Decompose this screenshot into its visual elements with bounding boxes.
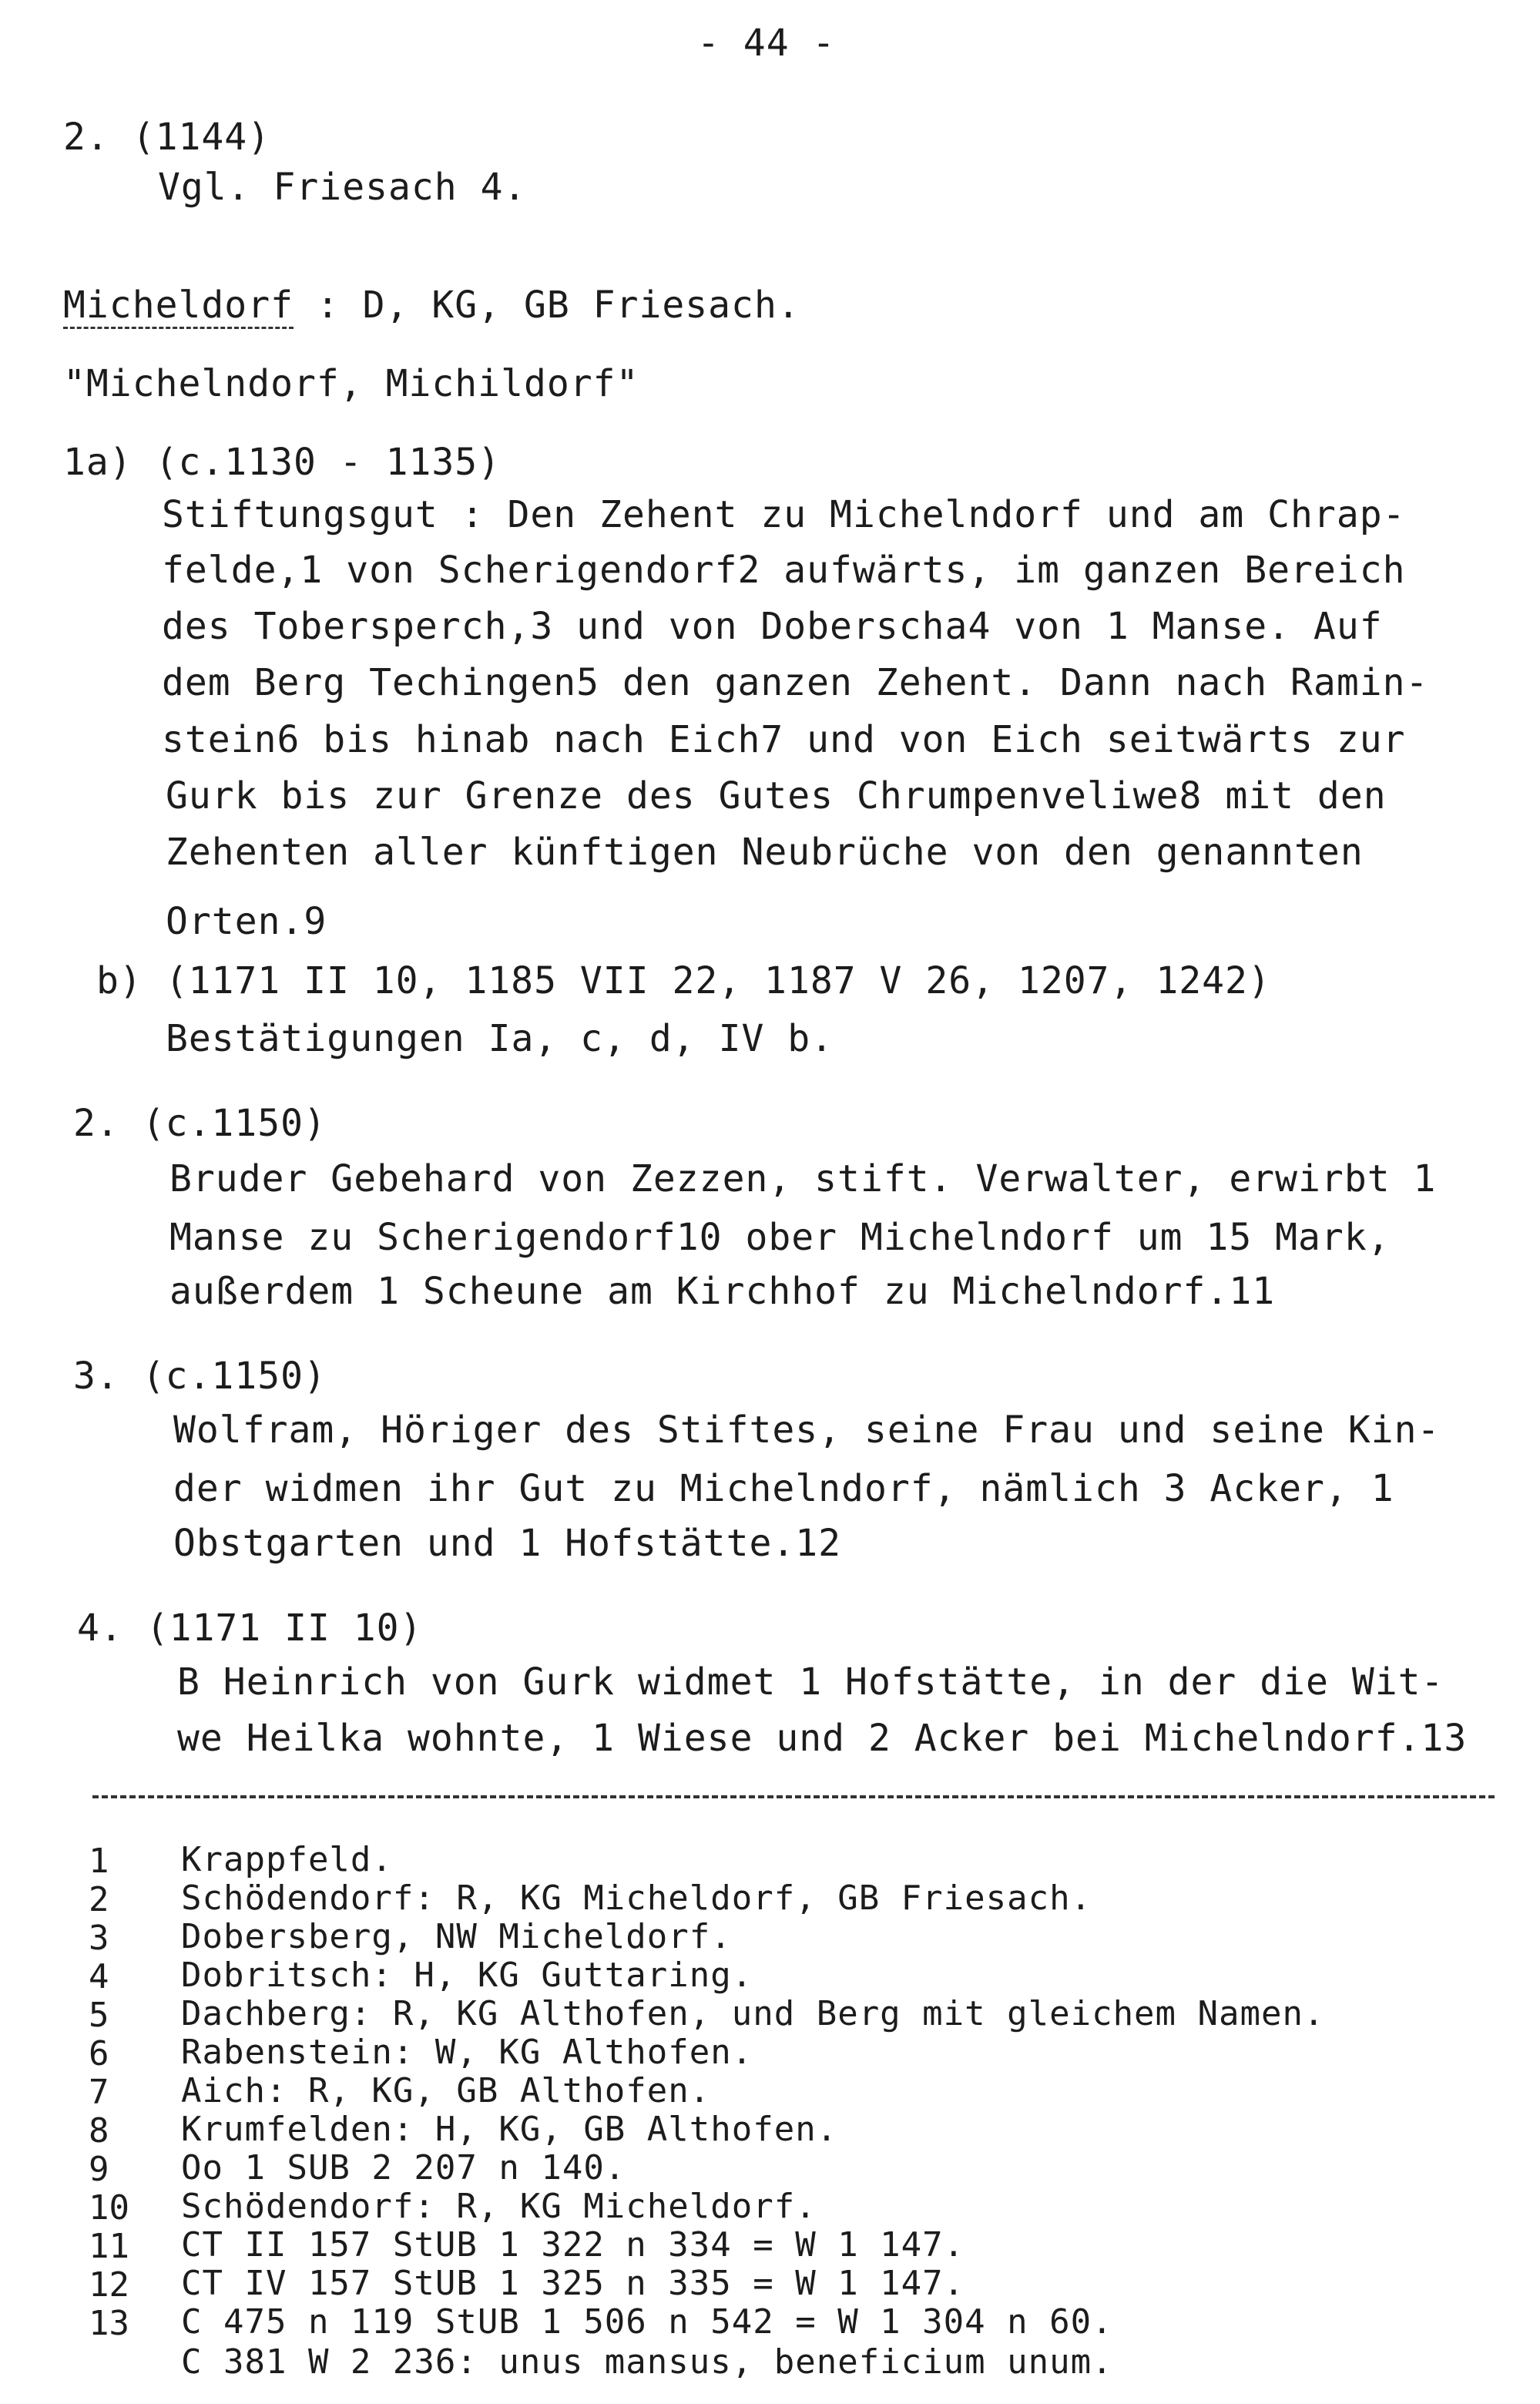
footnote-number: 1	[89, 1842, 109, 1881]
footnote-text: Dobersberg, NW Micheldorf.	[181, 1917, 732, 1956]
place-name: Micheldorf	[63, 284, 294, 329]
footnote-number: 6	[89, 2034, 109, 2073]
entry-1b-text: Bestätigungen Ia, c, d, IV b.	[166, 1017, 834, 1060]
footnote-text: Oo 1 SUB 2 207 n 140.	[181, 2148, 626, 2187]
footnote-number: 13	[89, 2304, 129, 2343]
footnote-continuation: C 381 W 2 236: unus mansus, beneficium unum.	[181, 2342, 1113, 2382]
footnote-number: 10	[89, 2188, 129, 2228]
entry-4-line: B Heinrich von Gurk widmet 1 Hofstätte, in der die Wit-	[177, 1660, 1444, 1704]
footnote-separator	[92, 1795, 1495, 1798]
entry-3-heading: 3. (c.1150)	[73, 1355, 327, 1398]
entry-2b-heading: 2. (c.1150)	[73, 1102, 327, 1145]
entry-2b-line: außerdem 1 Scheune am Kirchhof zu Michelndorf.11	[169, 1270, 1276, 1313]
footnote-number: 5	[89, 1996, 109, 2035]
entry-2-heading: 2. (1144)	[63, 116, 271, 159]
place-variants: "Michelndorf, Michildorf"	[63, 362, 639, 405]
entry-2-text: Vgl. Friesach 4.	[158, 166, 527, 209]
entry-1a-line: felde,1 von Scherigendorf2 aufwärts, im ganzen Bereich	[162, 549, 1406, 592]
footnote-text: Schödendorf: R, KG Micheldorf.	[181, 2187, 817, 2226]
entry-1a-line: Zehenten aller künftigen Neubrüche von den genannten	[166, 831, 1364, 874]
entry-3-line: der widmen ihr Gut zu Michelndorf, nämlich 3 Acker, 1	[173, 1467, 1394, 1510]
footnote-text: Rabenstein: W, KG Althofen.	[181, 2033, 753, 2072]
entry-1a-heading: 1a) (c.1130 - 1135)	[63, 441, 502, 484]
footnote-text: Krappfeld.	[181, 1840, 393, 1879]
footnote-text: CT IV 157 StUB 1 325 n 335 = W 1 147.	[181, 2264, 965, 2303]
footnote-text: Dachberg: R, KG Althofen, und Berg mit gleichem Namen.	[181, 1994, 1325, 2033]
footnote-text: Dobritsch: H, KG Guttaring.	[181, 1956, 753, 1995]
entry-1a-line: stein6 bis hinab nach Eich7 und von Eich seitwärts zur	[162, 718, 1406, 761]
footnote-text: Krumfelden: H, KG, GB Althofen.	[181, 2110, 838, 2149]
entry-3-line: Wolfram, Höriger des Stiftes, seine Frau und seine Kin-	[173, 1408, 1441, 1452]
entry-1a-line: des Tobersperch,3 und von Doberscha4 von 1 Manse. Auf	[162, 605, 1383, 648]
footnote-text: Schödendorf: R, KG Micheldorf, GB Friesach.	[181, 1879, 1092, 1918]
entry-3-line: Obstgarten und 1 Hofstätte.12	[173, 1522, 842, 1565]
entry-1a-line: Gurk bis zur Grenze des Gutes Chrumpenveliwe8 mit den	[166, 774, 1387, 818]
footnote-number: 2	[89, 1880, 109, 1919]
footnote-number: 11	[89, 2227, 129, 2266]
entry-1a-line: dem Berg Techingen5 den ganzen Zehent. Dann nach Ramin-	[162, 661, 1429, 704]
footnote-number: 4	[89, 1957, 109, 1996]
footnote-number: 3	[89, 1919, 109, 1958]
footnote-text: Aich: R, KG, GB Althofen.	[181, 2071, 711, 2110]
footnote-number: 7	[89, 2073, 109, 2112]
entry-1a-line: Orten.9	[166, 900, 327, 943]
footnote-text: CT II 157 StUB 1 322 n 334 = W 1 147.	[181, 2225, 965, 2265]
entry-1a-line: Stiftungsgut : Den Zehent zu Michelndorf und am Chrap-	[162, 493, 1406, 536]
entry-2b-line: Bruder Gebehard von Zezzen, stift. Verwalter, erwirbt 1	[169, 1157, 1437, 1200]
footnote-number: 9	[89, 2150, 109, 2189]
footnote-text: C 475 n 119 StUB 1 506 n 542 = W 1 304 n 60.	[181, 2302, 1113, 2342]
footnote-number: 8	[89, 2111, 109, 2151]
place-classification: : D, KG, GB Friesach.	[293, 284, 800, 327]
entry-1b-heading: b) (1171 II 10, 1185 VII 22, 1187 V 26, 1207, 1242)	[96, 959, 1271, 1002]
footnote-number: 12	[89, 2265, 129, 2305]
place-heading	[63, 284, 800, 327]
entry-4-line: we Heilka wohnte, 1 Wiese und 2 Acker bei Michelndorf.13	[177, 1717, 1468, 1760]
page-number: - 44 -	[697, 22, 836, 65]
entry-4-heading: 4. (1171 II 10)	[77, 1607, 423, 1650]
entry-2b-line: Manse zu Scherigendorf10 ober Michelndorf um 15 Mark,	[169, 1216, 1391, 1259]
